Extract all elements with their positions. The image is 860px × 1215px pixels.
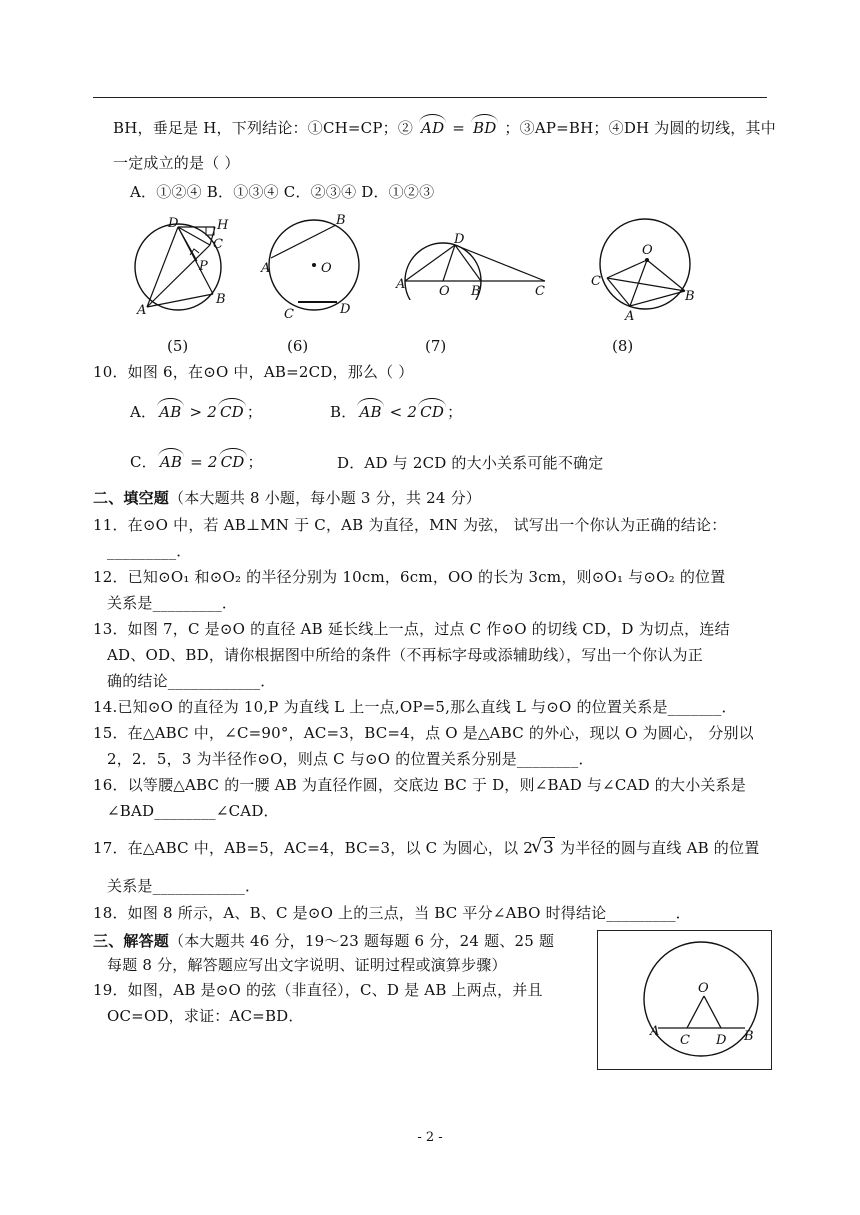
- figure-19: [598, 931, 771, 1069]
- q12-line2: 关系是_________．: [107, 594, 238, 612]
- q13-line2: AD、OD、BD，请你根据图中所给的条件（不再标字母或添辅助线），写出一个你认为正: [107, 646, 703, 664]
- q17-line1: 17．在△ABC 中，AB=5，AC=4，BC=3，以 C 为圆心，以 2√ 3 为半径的圆与直线 AB 的位置: [93, 838, 759, 858]
- q10-option-b: B． AB < 2 CD ；: [330, 403, 463, 421]
- figure-19-frame: [597, 930, 772, 1070]
- q15-line1: 15．在△ABC 中，∠C=90°，AC=3，BC=4，点 O 是△ABC 的外心，现以 O 为圆心， 分别以: [93, 724, 754, 742]
- figure-7-caption: (7): [425, 337, 447, 355]
- figure-7: [395, 228, 555, 300]
- fig7-label-o: O: [439, 284, 450, 299]
- fig19-label-o: O: [698, 981, 709, 996]
- fig8-label-o: O: [642, 243, 653, 258]
- fig5-label-h: H: [217, 218, 229, 233]
- fig7-label-c: C: [535, 284, 545, 299]
- q18-stem: 18．如图 8 所示，A、B、C 是⊙O 上的三点，当 BC 平分∠ABO 时得结论_________．: [93, 904, 691, 922]
- page-number: - 2 -: [417, 1130, 443, 1145]
- q13-line1: 13．如图 7，C 是⊙O 的直径 AB 延长线上一点，过点 C 作⊙O 的切线 CD，D 为切点，连结: [93, 620, 730, 638]
- q10-option-c: C． AB = 2 CD ；: [130, 453, 263, 471]
- q12-line1: 12．已知⊙O₁ 和⊙O₂ 的半径分别为 10cm，6cm，OO 的长为 3cm，则⊙O₁ 与⊙O₂ 的位置: [93, 568, 726, 586]
- q9-options: A．①②④ B．①③④ C．②③④ D．①②③: [130, 183, 435, 201]
- header-rule: [93, 97, 767, 98]
- q11-stem: 11．在⊙O 中，若 AB⊥MN 于 C，AB 为直径，MN 为弦， 试写出一个你认为正确的结论：: [93, 516, 727, 534]
- figure-8-caption: (8): [612, 337, 634, 355]
- q16-line2: ∠BAD________∠CAD．: [107, 802, 279, 820]
- fig6-label-b: B: [336, 213, 346, 228]
- fig6-label-d: D: [340, 302, 351, 317]
- fig8-label-b: B: [685, 289, 695, 304]
- fig5-label-b: B: [216, 292, 226, 307]
- fig19-label-a: A: [650, 1024, 660, 1039]
- q9-line2: 一定成立的是（ ）: [113, 154, 240, 172]
- q13-line3: 确的结论____________．: [107, 672, 276, 690]
- q10-option-a: A． AB > 2 CD ；: [130, 403, 263, 421]
- q19-line2: OC=OD，求证：AC=BD．: [107, 1007, 304, 1025]
- figure-5-caption: (5): [167, 337, 189, 355]
- q10-option-d: D．AD 与 2CD 的大小关系可能不确定: [337, 454, 604, 472]
- q10-stem: 10．如图 6，在⊙O 中，AB=2CD，那么（ ）: [93, 363, 414, 381]
- fig19-label-d: D: [716, 1033, 727, 1048]
- figure-5: [130, 215, 240, 325]
- fig6-label-c: C: [284, 307, 294, 322]
- q11-blank: _________．: [107, 542, 192, 560]
- fig6-label-a: A: [261, 261, 271, 276]
- section-2-heading: 二、填空题（本大题共 8 小题，每小题 3 分，共 24 分）: [93, 489, 481, 507]
- fig5-label-c: C: [213, 237, 223, 252]
- section-3-heading: 三、解答题（本大题共 46 分，19～23 题每题 6 分，24 题、25 题: [93, 932, 555, 950]
- fig7-label-a: A: [396, 277, 406, 292]
- q19-line1: 19．如图，AB 是⊙O 的弦（非直径），C、D 是 AB 上两点，并且: [93, 981, 543, 999]
- q17-line2: 关系是____________．: [107, 877, 261, 895]
- fig8-label-a: A: [625, 309, 635, 324]
- fig5-label-a: A: [137, 303, 147, 318]
- fig6-label-o: O: [321, 261, 332, 276]
- q9-line1: BH，垂足是 H，下列结论：①CH=CP；② AD = BD ；③AP=BH；④DH 为圆的切线，其中: [113, 119, 776, 137]
- fig8-label-c: C: [591, 274, 601, 289]
- q16-line1: 16．以等腰△ABC 的一腰 AB 为直径作圆，交底边 BC 于 D，则∠BAD 与∠CAD 的大小关系是: [93, 776, 746, 794]
- fig7-label-d: D: [454, 232, 465, 247]
- fig7-label-b: B: [471, 284, 481, 299]
- fig19-label-b: B: [744, 1029, 754, 1044]
- fig19-label-c: C: [680, 1033, 690, 1048]
- figure-8: [585, 210, 703, 324]
- fig5-label-p: P: [199, 259, 208, 274]
- q15-line2: 2，2．5，3 为半径作⊙O，则点 C 与⊙O 的位置关系分别是________．: [107, 750, 594, 768]
- fig5-label-d: D: [168, 216, 179, 231]
- q14-stem: 14.已知⊙O 的直径为 10,P 为直线 L 上一点,OP=5,那么直线 L 与⊙O 的位置关系是_______．: [93, 698, 737, 716]
- section-3-desc: 每题 8 分，解答题应写出文字说明、证明过程或演算步骤）: [107, 956, 507, 974]
- figure-6: [258, 210, 368, 322]
- figure-6-caption: (6): [287, 337, 309, 355]
